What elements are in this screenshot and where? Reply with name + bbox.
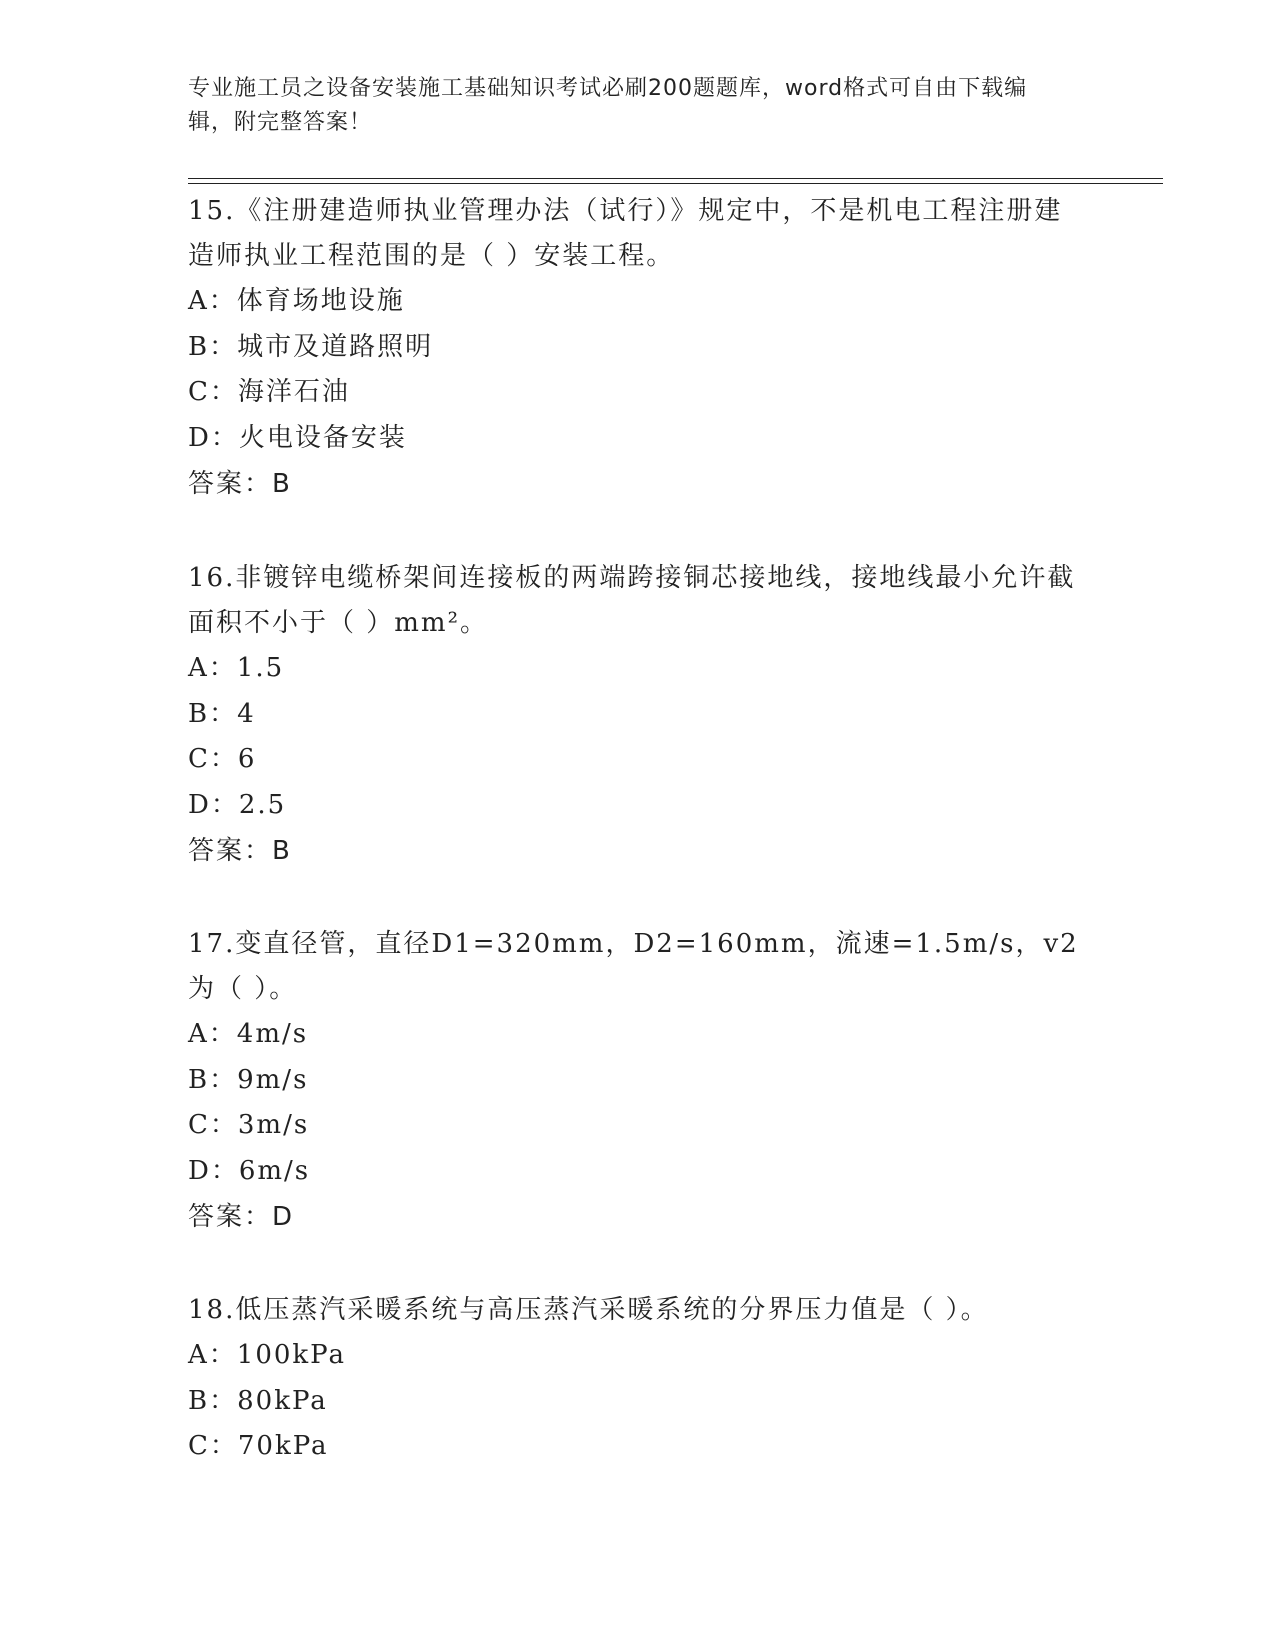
option-c: C：3m/s xyxy=(188,1110,310,1140)
header-title: 专业施工员之设备安装施工基础知识考试必刷200题题库，word格式可自由下载编辑，附完整答案！ xyxy=(188,76,1028,135)
option-d: D：6m/s xyxy=(188,1155,311,1186)
option-c: C：70kPa xyxy=(188,1431,329,1461)
question-17 xyxy=(188,922,1088,1240)
option-a: A：1.5 xyxy=(188,653,285,683)
document-header xyxy=(188,72,1068,140)
option-a: A：4m/s xyxy=(188,1019,309,1049)
answer: 答案：B xyxy=(188,836,292,866)
question-text: 18.低压蒸汽采暖系统与高压蒸汽采暖系统的分界压力值是（ ）。 xyxy=(188,1295,989,1325)
header-divider-top xyxy=(188,178,1163,179)
answer: 答案：B xyxy=(188,469,292,499)
answer: 答案：D xyxy=(188,1202,295,1232)
question-18 xyxy=(188,1288,1088,1470)
option-c: C：海洋石油 xyxy=(188,377,350,407)
question-text: 17.变直径管，直径D1=320mm，D2=160mm，流速=1.5m/s，v2为（ ）。 xyxy=(188,929,1079,1004)
question-15 xyxy=(188,189,1088,507)
option-d: D：2.5 xyxy=(188,789,287,820)
question-text: 16.非镀锌电缆桥架间连接板的两端跨接铜芯接地线，接地线最小允许截面积不小于（ ）mm²。 xyxy=(188,563,1076,638)
question-text: 15.《注册建造师执业管理办法（试行）》规定中，不是机电工程注册建造师执业工程范围的是（ ）安装工程。 xyxy=(188,196,1063,271)
option-b: B：9m/s xyxy=(188,1064,309,1095)
option-b: B：80kPa xyxy=(188,1385,328,1416)
option-d: D：火电设备安装 xyxy=(188,422,407,453)
option-b: B：城市及道路照明 xyxy=(188,331,434,362)
question-16 xyxy=(188,556,1088,874)
option-b: B：4 xyxy=(188,698,256,729)
header-divider-bottom xyxy=(188,183,1163,184)
option-a: A：100kPa xyxy=(188,1340,346,1370)
option-a: A：体育场地设施 xyxy=(188,286,405,316)
option-c: C：6 xyxy=(188,744,257,774)
